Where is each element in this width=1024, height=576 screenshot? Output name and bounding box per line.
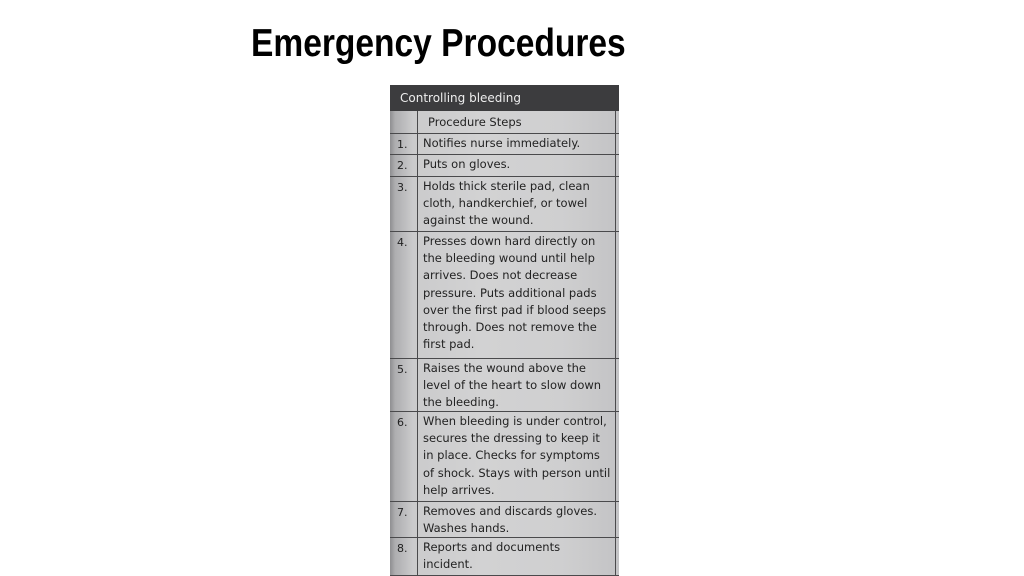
step-text: Notifies nurse immediately. xyxy=(423,136,581,150)
column-header-label: Procedure Steps xyxy=(428,115,522,129)
table-row xyxy=(390,154,619,176)
step-number: 3. xyxy=(397,181,408,194)
step-text: Reports and documents incident. xyxy=(423,540,561,572)
table-row xyxy=(390,501,619,537)
step-number: 2. xyxy=(397,159,408,172)
step-text: Puts on gloves. xyxy=(423,157,511,171)
step-number: 7. xyxy=(397,506,408,519)
step-number: 4. xyxy=(397,236,408,249)
table-row xyxy=(390,537,619,576)
column-header xyxy=(390,111,619,133)
step-text: Raises the wound above the level of the heart to slow down the bleeding. xyxy=(423,361,602,410)
step-number: 8. xyxy=(397,542,408,555)
step-text: Presses down hard directly on the bleeding wound until help arrives. Does not decrease pressure. Puts additional pads over the first pad if blood seeps through. Does not remove the first pad. xyxy=(423,234,607,352)
step-text: Removes and discards gloves. Washes hands. xyxy=(423,504,597,536)
table-row xyxy=(390,411,619,501)
slide-title: Emergency Procedures xyxy=(251,22,626,65)
step-number: 1. xyxy=(397,138,408,151)
table-title: Controlling bleeding xyxy=(390,85,619,111)
step-text: When bleeding is under control, secures the dressing to keep it in place. Checks for symptoms of shock. Stays with person until help arrives. xyxy=(423,414,611,497)
table-row xyxy=(390,231,619,358)
step-number: 5. xyxy=(397,363,408,376)
procedure-table-photo xyxy=(390,85,619,576)
table-row xyxy=(390,358,619,411)
step-text: Holds thick sterile pad, clean cloth, handkerchief, or towel against the wound. xyxy=(423,179,590,228)
table-row xyxy=(390,176,619,231)
step-number: 6. xyxy=(397,416,408,429)
table-row xyxy=(390,133,619,154)
